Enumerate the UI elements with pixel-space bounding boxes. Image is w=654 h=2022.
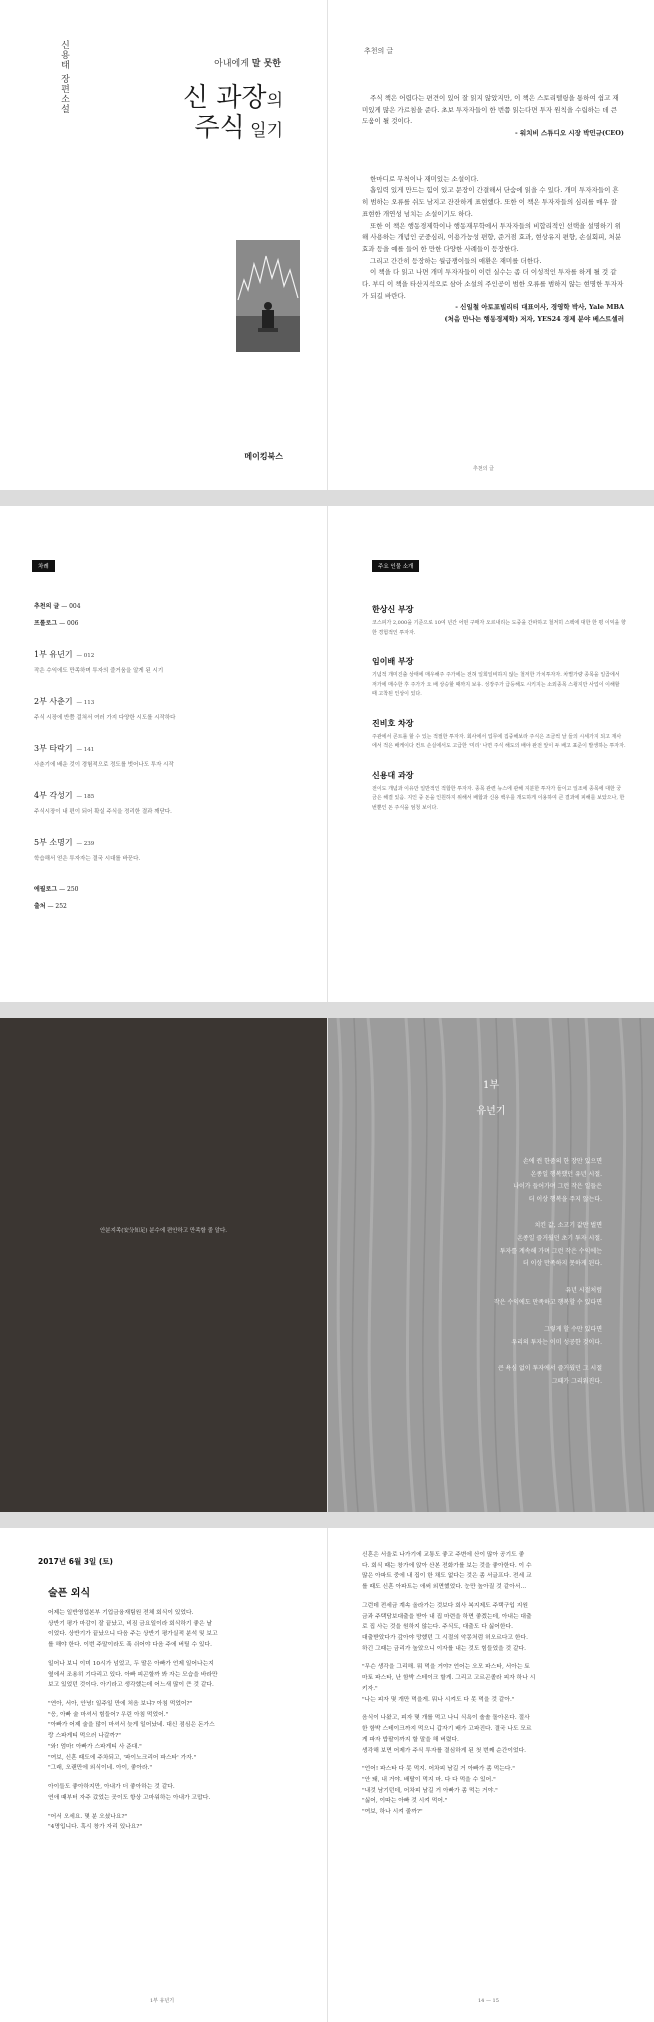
story-line: 다. 회식 때는 창가에 앉아 산본 전화가를 보는 것을 좋아한다. 이 수 xyxy=(362,1562,532,1569)
story-line: "와! 엄마! 아빠가 스파게티 사 준대." xyxy=(48,1743,142,1750)
story-line: 랑 스파게티 먹으러 나갈까?" xyxy=(48,1733,121,1740)
story-line: 금과 주택담보대출을 받아 내 집 마련을 하면 좋겠는데, 아내는 대출 xyxy=(362,1613,532,1620)
poem-line: 더 이상 만족하지 못하게 된다. xyxy=(522,1260,602,1268)
cover-subtitle: 아내에게 말 못한 xyxy=(214,59,281,69)
cover-publisher: 메이킹북스 xyxy=(244,452,283,461)
story-line: "아빠가 어제 술을 많이 마셔서 늦게 일어났네. 대신 점심은 돈가스 xyxy=(48,1722,215,1729)
spread-interlude xyxy=(0,1018,654,1512)
diary-left-page xyxy=(0,1528,327,2022)
character-name: 신용대 과장 xyxy=(372,769,414,780)
story-line: 를 해야 한다. 이번 주말이라도 푹 쉬어야 다음 주에 버틸 수 있다. xyxy=(48,1642,212,1649)
story-line: 마토 파스타, 난 함박 스테이크 할게. 그리고 고르곤졸라 피자 하나 시 xyxy=(362,1675,536,1682)
story-line: 하긴 그때는 금리가 높았으니 이자를 내는 것도 힘들었을 것 같다. xyxy=(362,1645,527,1652)
poem-stanza xyxy=(342,1220,602,1270)
story-line: 게 파자 밥팔이까지 할 말을 해 버렸다. xyxy=(362,1736,459,1743)
story-line: "여보, 하나 시켜 줄까?" xyxy=(362,1809,423,1816)
story-line: 생각해 보면 어제가 주식 투자를 결심하게 된 첫 번째 순간이었다. xyxy=(362,1747,527,1754)
story-line: 연애 때부터 자주 갔었는 곳이도 항상 고마워하는 아내가 고맙다. xyxy=(48,1794,211,1801)
character-desc: 전이도 개념과 이유만 일반적인 적합한 투자자. 종목 관련 뉴스에 관해 지분한 투자가 들이고 일조에 종목에 대한 궁금은 해결 있음. 지인 중 돈을 인원하지 위해서 배합과 신용 백우를 개도하게 이용하여 큰 결과에 피해를 보았으나, 한 번뿐인 돈 주식을 엄청 보이다. xyxy=(372,785,625,811)
story-line: 키자." xyxy=(362,1685,378,1692)
story-line: 이었다. 상반기가 끝났으니 다음 주는 상반기 평가실적 분석 및 보고 xyxy=(48,1631,218,1638)
page-number: 14 — 15 xyxy=(478,1998,499,2004)
story-line: "안 돼, 내 거야. 배탈이 먹지 마. 다 다 먹을 수 있어." xyxy=(362,1776,496,1783)
toc-entry: 에필로그 — 250 xyxy=(34,886,79,893)
paragraph-gap xyxy=(48,1804,298,1812)
story-line: "어서 오세요. 몇 분 오셨나요?" xyxy=(48,1813,128,1820)
recommendation-page xyxy=(327,0,654,490)
story-line: "내것 남기던데, 어차피 남길 거 아빠가 좀 먹는 거야." xyxy=(362,1787,498,1794)
story-line: 그런데 전세금 계속 올라가는 것보다 회사 복지제도 주택구입 지원 xyxy=(362,1602,528,1609)
story-line: 옆에서 조용히 기다리고 있다. 아빠 피곤할까 봐 자는 모습을 바라만 xyxy=(48,1671,218,1678)
paragraph-gap xyxy=(362,1705,624,1713)
poem-line: 그때가 그리워진다. xyxy=(551,1377,602,1385)
recommendation-paragraph: 또한 이 책은 행동경제학이나 행동재무학에서 투자자들의 비합리적인 선택을 설명하기 위해 사용하는 개념인 군중심리, 이용가능성 편향, 준거점 효과, 현상유지 편향, 손실회피, 처분효과 등을 예를 들어 한 만한 다양한 사례들이 등장한다. xyxy=(362,221,622,253)
story-line: 대출받았다가 갚아야 망했던 그 시절의 악몽처럼 허오르다고 한다. xyxy=(362,1635,528,1642)
toc-part-desc: 작은 수익에도 만족하며 투자의 즐거움을 알게 된 시기 xyxy=(34,668,164,674)
story-line: 신혼은 서울로 나가기에 교통도 좋고 주변에 산이 많아 공기도 좋 xyxy=(362,1552,525,1558)
paragraph-gap xyxy=(48,1651,298,1659)
spread-toc xyxy=(0,506,654,1002)
character-desc: 기념적 개미진출 상태에 매우해주 주가에는 전혀 일희일비하지 않는 철저한 가치투자자. 차별가량 종목을 일곱에서 저가에 매수한 후 주가가 오 배 상승할 때까지 보유. 성장주가 급등해도 시키지는 소외종목 스윙지만 사업이 이해할 때 고착된 인상이 있다. xyxy=(372,672,620,697)
recommendation-signature: - 워치비 스튜디오 시장 박민규(CEO) xyxy=(514,129,624,138)
toc-part-desc: 주식시장이 내 편이 되어 확실 주식을 정리한 결과 깨닫다. xyxy=(34,809,172,815)
story-line: 음식이 나왔고, 피자 몇 개를 먹고 나니 식욕이 솔솔 돌아온다. 절사 xyxy=(362,1715,530,1722)
poem-line: 온종일 즐거웠던 초기 투자 시절. xyxy=(517,1234,602,1242)
poem-line: 유년 시절처럼 xyxy=(565,1286,602,1294)
poem-line: 치킨 값, 소고기 값만 벌면 xyxy=(534,1222,602,1230)
toc-part: 1부 유년기 — 012 xyxy=(34,650,95,659)
characters-page xyxy=(327,506,654,1002)
character-name: 임이배 부장 xyxy=(372,656,414,666)
spread-cover xyxy=(0,0,654,490)
story-line: 상반기 평가 마감이 잘 끝났고, 비짐 금요일이라 회식하기 좋은 날 xyxy=(48,1620,213,1627)
spread-diary xyxy=(0,1528,654,2022)
recommendation-paragraph: 흡입력 있게 만드는 힘이 있고 문장이 간결해서 단숨에 읽을 수 있다. 개미 투자자들이 흔히 범하는 오류를 쉬도 남지고 잔잔하게 표현했다. 또한 이 책은 투자자들의 심리를 매우 잘 표현한 개연성 넘치는 소설이기도 하다. xyxy=(362,186,619,218)
poem-stanza xyxy=(342,1363,602,1388)
part-number: 1부 xyxy=(482,1080,500,1091)
story-line: "응, 아빠 술 마셔서 힘들어? 우린 아침 먹었어." xyxy=(48,1711,169,1718)
poem-stanza xyxy=(342,1156,602,1206)
character-name: 진비호 차장 xyxy=(372,717,414,728)
quote-text: 안분지족(安分知足) 분수에 편안하고 만족할 줄 알다. xyxy=(99,1228,228,1234)
toc-part-desc: 사춘기에 배운 것이 경험적으로 정도를 벗어나도 투자 시작 xyxy=(34,762,174,768)
poem-line: 작은 수익에도 만족하고 행복할 수 있다면 xyxy=(493,1299,602,1307)
recommendation-paragraph: 이 책을 다 읽고 나면 개미 투자자들이 이런 실수는 좀 더 이성적인 투자를 하게 될 것 같다. 부디 이 책을 타산지석으로 삼아 소설의 주인공이 범한 오류를 범하지 않는 현명한 투자자가 되길 바란다. xyxy=(362,268,624,300)
story-line: 한 함박 스테이크까지 먹으니 갑자기 배가 고파진다. 결국 나도 모르 xyxy=(362,1726,532,1733)
story-line: 일어나 보니 이미 10시가 넘었고, 두 딸은 아빠가 언제 일어나는지 xyxy=(48,1660,214,1667)
poem-stanza xyxy=(342,1324,602,1349)
toc-entry: 출처 — 252 xyxy=(34,903,67,910)
recommendation-signature: - 신일철 아토포빌리티 대표이사, 경영학 박사, Yale MBA xyxy=(455,303,624,312)
page-folio: 1부 유년기 xyxy=(150,1998,175,2004)
paragraph-gap xyxy=(362,1756,624,1764)
characters-list xyxy=(372,604,626,813)
recommendation-paragraph: 그리고 간간히 등장하는 월급쟁이들의 애환은 재미를 더한다. xyxy=(370,256,542,265)
story-line: 로 집 사는 것을 원하지 않는다. 주식도, 대출도 다 싫어한다. xyxy=(362,1624,513,1631)
recommendation-signature: (처음 만나는 행동경제학) 저자, YES24 경제 분야 베스트셀러 xyxy=(444,315,624,323)
recommendation-heading: 추천의 글 xyxy=(364,47,394,55)
poem-line: 나이가 들어가며 그런 작은 일들은 xyxy=(513,1183,602,1191)
diary-right-page xyxy=(327,1528,654,2022)
recommendation-body xyxy=(362,93,624,326)
toc-tag: 차례 xyxy=(32,560,55,572)
character-name: 한상신 부장 xyxy=(372,604,414,614)
part-poem xyxy=(342,1156,602,1402)
story-line: "그래, 오랜만에 외식이네. 아이, 좋아라." xyxy=(48,1765,153,1772)
paragraph-gap xyxy=(48,1691,298,1699)
character-desc: 주관에서 콘트롤 할 수 있는 적절한 투자자. 회사에서 업무에 집중해보라 주식은 조금씩 날 들의 시세가지 되고 재사에서 적은 배케이다 컨트 손실에서도 고급한 '미리' 나면 주식 해도의 배야 완전 앞이 두 배고 표준이 발생하는 투자자. xyxy=(372,733,626,749)
toc-part-desc: 주식 시장에 반쯤 걸쳐서 여러 가지 다양한 시도를 시작하다 xyxy=(34,715,176,721)
toc-page xyxy=(0,506,327,1002)
story-line: 보고 있었던 것이다. 아기라고 생각했는데 어느새 많이 큰 것 같다. xyxy=(48,1682,214,1689)
cover-page xyxy=(0,0,327,490)
poem-line: 투자를 계속해 가며 그런 작은 수익에는 xyxy=(499,1247,602,1255)
diary-body-left xyxy=(48,1608,298,1833)
recommendation-paragraph: 주식 책은 어렵다는 편견이 있어 잘 읽지 않았지만, 이 책은 스토리텔링을 통하여 쉽고 재미있게 많은 가르침을 준다. 초보 투자자들이 한 번쯤 읽는다면 투자 원칙을 수립하는 데 큰 도움이 될 것이다. xyxy=(362,94,619,126)
part-opener-page xyxy=(327,1018,654,1512)
poem-line: 온종일 행복했던 유년 시절. xyxy=(530,1170,602,1178)
paragraph-gap xyxy=(362,1654,624,1662)
toc-part: 2부 사춘기 — 113 xyxy=(34,697,95,706)
story-line: 많은 아파트 중에 내 집이 한 채도 없다는 것은 좀 서글프다. 전세 교 xyxy=(362,1573,532,1580)
poem-line: 그렇게 할 수만 있다면 xyxy=(544,1325,602,1333)
toc-part: 3부 타락기 — 141 xyxy=(34,744,95,753)
poem-line: 더 이상 행복을 주지 않는다. xyxy=(528,1195,602,1203)
story-line: "싫어, 이따는 아빠 것 시켜 먹어." xyxy=(362,1798,448,1805)
diary-date: 2017년 6월 3일 (토) xyxy=(38,1557,113,1566)
chapter-title: 술픈 외식 xyxy=(48,1588,91,1599)
quote-page xyxy=(0,1018,327,1512)
toc-part: 5부 소명기 — 239 xyxy=(34,838,95,847)
part-title: 유년기 xyxy=(476,1106,506,1117)
toc-entry: 추천의 글 — 004 xyxy=(34,603,81,610)
paragraph-gap xyxy=(48,1774,298,1782)
story-line: "여보, 신혼 때도에 주차되고, '파이노크리어 파스타' 가자." xyxy=(48,1754,197,1761)
poem-line: 큰 욕심 없이 투자에서 즐거웠던 그 시절 xyxy=(497,1365,602,1373)
character-desc: 코스피가 2,000을 기준으로 10여 년간 어떤 구매자 오르내리는 도중을 간파하고 철저히 스펙에 대한 한 평 이익을 향한 경험적인 투자자. xyxy=(372,620,626,636)
poem-line: 우리의 투자는 이미 성공한 것이다. xyxy=(511,1338,602,1346)
toc-part: 4부 각성기 — 185 xyxy=(34,791,95,800)
story-line: "무슨 생각을 그리해. 뭐 먹을 거야? 언어는 오모 파스타, 서아는 토 xyxy=(362,1664,530,1671)
toc-list xyxy=(34,601,294,910)
story-line: "나는 피자 몇 개만 먹을게. 뭐나 시켜도 다 못 먹을 것 같아." xyxy=(362,1696,515,1703)
story-line: "연아, 서아, 안녕! 일주일 만에 처음 보냐? 아침 먹었어?" xyxy=(48,1701,193,1708)
story-line: 어제는 일반영업본부 기업금융재팀원 전체 회식이 있었다. xyxy=(48,1610,194,1616)
toc-entry: 프롤로그 — 006 xyxy=(34,620,79,627)
paragraph-gap xyxy=(362,1593,624,1601)
story-line: "4명입니다. 혹시 창가 자리 있나요?" xyxy=(48,1824,143,1831)
diary-body-right xyxy=(362,1550,624,1818)
characters-tag: 주요 인물 소개 xyxy=(372,560,419,572)
poem-stanza xyxy=(342,1285,602,1310)
cover-title: 신 과장의 주식 일기 xyxy=(182,83,283,143)
page-folio: 추천의 글 xyxy=(473,466,494,472)
story-line: "언어! 파스타 다 못 먹지. 어차피 남길 거 아빠가 좀 먹는다." xyxy=(362,1766,515,1773)
recommendation-paragraph: 한마디로 무척이나 재미있는 소설이다. xyxy=(370,174,479,183)
toc-part-desc: 학습해서 얻은 투자자는 결국 시대를 바꾼다. xyxy=(34,856,141,862)
poem-line: 손에 쥔 한줌의 한 장만 있으면 xyxy=(522,1158,602,1165)
story-line: 아이들도 좋아하지만, 아내가 더 좋아하는 것 같다. xyxy=(48,1784,175,1791)
story-line: 를 때도 신혼 아파트는 애써 외면했었다. 눈만 높아질 것 같아서… xyxy=(362,1584,527,1591)
cover-illustration xyxy=(236,240,300,352)
cover-series: 신용태 장편소설 xyxy=(59,40,69,114)
